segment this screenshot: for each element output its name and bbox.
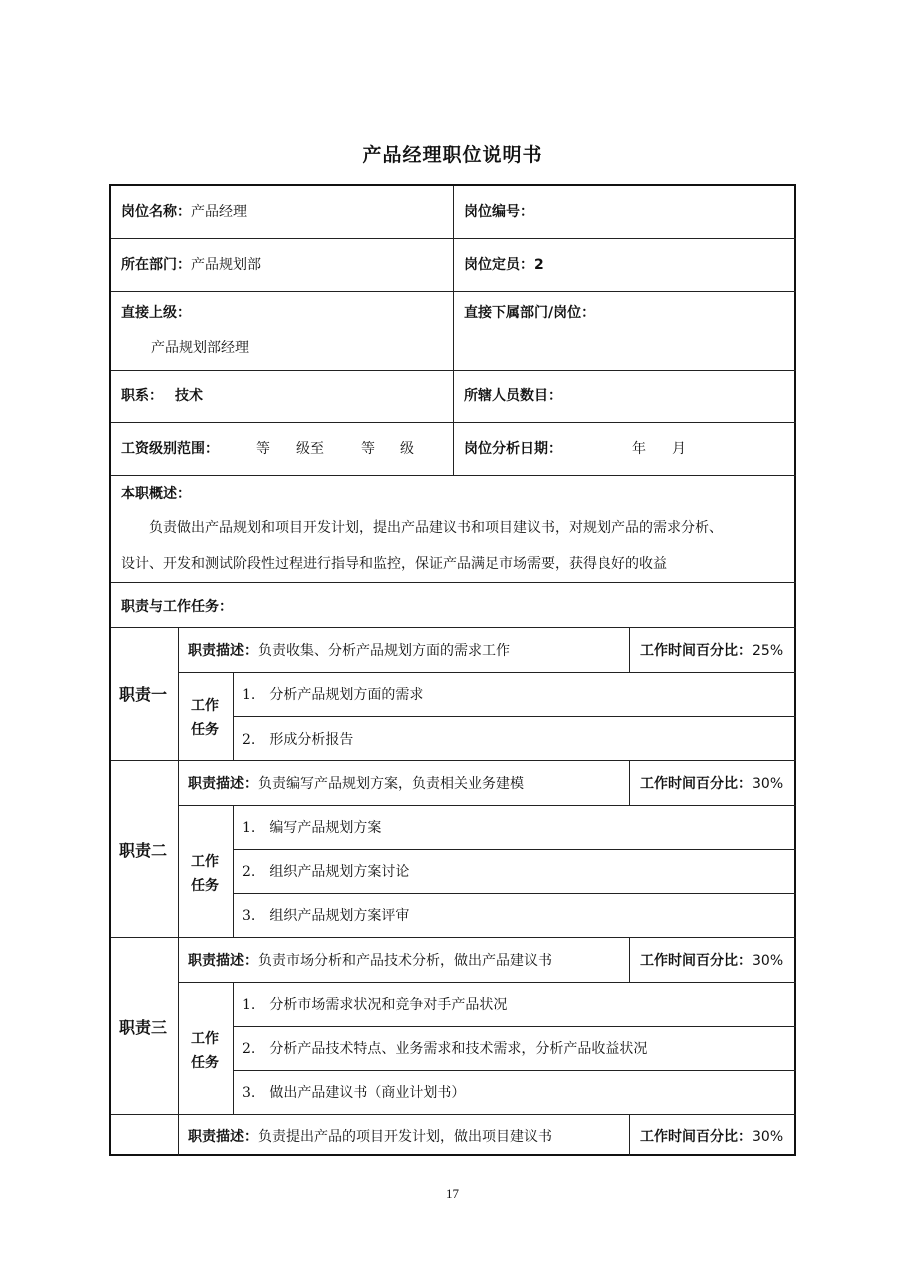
analysis-date-month: 月 bbox=[672, 441, 686, 457]
salary-range-part1: 等 bbox=[256, 441, 270, 457]
time-percentage-label: 工作时间百分比： bbox=[640, 953, 752, 969]
task-item bbox=[242, 996, 507, 1014]
task-item bbox=[242, 819, 381, 837]
row-divider bbox=[234, 1026, 796, 1027]
task-label: 任务 bbox=[191, 722, 219, 738]
task-number: 3. bbox=[242, 1085, 256, 1101]
time-column-divider bbox=[629, 1115, 630, 1156]
time-percentage-label: 工作时间百分比： bbox=[640, 776, 752, 792]
job-family-cell bbox=[121, 387, 203, 405]
superior-cell bbox=[121, 304, 191, 322]
task-label-divider bbox=[233, 982, 234, 1114]
subordinate-cell bbox=[464, 304, 595, 322]
task-label: 任务 bbox=[191, 1055, 219, 1071]
task-text: 组织产品规划方案评审 bbox=[269, 908, 410, 924]
duties-label: 职责与工作任务： bbox=[121, 599, 233, 615]
task-text: 形成分析报告 bbox=[269, 732, 354, 748]
task-number: 2. bbox=[242, 732, 256, 748]
task-number: 2. bbox=[242, 1041, 256, 1057]
task-text: 编写产品规划方案 bbox=[269, 820, 382, 836]
time-column-divider bbox=[629, 628, 630, 672]
analysis-date-label: 岗位分析日期： bbox=[464, 441, 562, 457]
position-name-label: 岗位名称： bbox=[121, 204, 191, 220]
staff-count-label: 所辖人员数目： bbox=[464, 388, 562, 404]
row-divider bbox=[111, 1114, 796, 1115]
time-percentage-value: 30% bbox=[752, 1129, 784, 1145]
salary-range-cell bbox=[121, 440, 219, 458]
row-divider bbox=[111, 760, 796, 761]
row-divider bbox=[111, 627, 796, 628]
position-name-cell bbox=[121, 203, 247, 221]
salary-range-part3: 等 bbox=[361, 441, 375, 457]
time-percentage bbox=[640, 1128, 783, 1146]
duty-name: 职责二 bbox=[119, 841, 168, 860]
position-code-label: 岗位编号： bbox=[464, 204, 534, 220]
column-divider bbox=[453, 186, 454, 476]
duty-description-label: 职责描述： bbox=[188, 643, 258, 659]
position-name-value: 产品经理 bbox=[191, 204, 247, 220]
task-label: 工作 bbox=[191, 1031, 219, 1047]
duty-description bbox=[188, 952, 552, 970]
task-number: 1. bbox=[242, 820, 256, 836]
summary-line-2: 设计、开发和测试阶段性过程进行指导和监控，保证产品满足市场需要，获得良好的收益 bbox=[121, 556, 667, 572]
superior-value: 产品规划部经理 bbox=[151, 340, 249, 356]
task-item bbox=[242, 731, 353, 749]
time-column-divider bbox=[629, 938, 630, 982]
task-text: 分析市场需求状况和竞争对手产品状况 bbox=[269, 997, 508, 1013]
task-text: 做出产品建议书（商业计划书） bbox=[269, 1085, 466, 1101]
salary-range-label: 工资级别范围： bbox=[121, 441, 219, 457]
time-percentage-label: 工作时间百分比： bbox=[640, 1129, 752, 1145]
task-text: 分析产品规划方面的需求 bbox=[269, 687, 424, 703]
position-code-cell bbox=[464, 203, 534, 221]
page-number: 17 bbox=[446, 1186, 459, 1201]
row-divider bbox=[111, 937, 796, 938]
task-label: 工作 bbox=[191, 854, 219, 870]
task-item bbox=[242, 907, 409, 925]
page-title: 产品经理职位说明书 bbox=[362, 144, 543, 166]
row-divider bbox=[234, 893, 796, 894]
task-number: 1. bbox=[242, 997, 256, 1013]
time-percentage-value: 25% bbox=[752, 643, 784, 659]
task-item bbox=[242, 1040, 647, 1058]
task-number: 3. bbox=[242, 908, 256, 924]
row-divider bbox=[234, 716, 796, 717]
duty-description bbox=[188, 642, 510, 660]
row-divider bbox=[234, 849, 796, 850]
task-label: 任务 bbox=[191, 878, 219, 894]
task-label: 工作 bbox=[191, 698, 219, 714]
analysis-date-cell bbox=[464, 440, 562, 458]
duty-description bbox=[188, 775, 524, 793]
department-label: 所在部门： bbox=[121, 257, 191, 273]
time-percentage-value: 30% bbox=[752, 953, 784, 969]
duty-name: 职责一 bbox=[119, 685, 168, 704]
time-percentage bbox=[640, 642, 783, 660]
superior-label: 直接上级： bbox=[121, 305, 191, 321]
salary-range-part2: 级至 bbox=[296, 441, 324, 457]
department-value: 产品规划部 bbox=[191, 257, 261, 273]
duty-description-label: 职责描述： bbox=[188, 776, 258, 792]
analysis-date-year: 年 bbox=[632, 441, 646, 457]
summary-line-1: 负责做出产品规划和项目开发计划，提出产品建议书和项目建议书，对规划产品的需求分析、 bbox=[149, 520, 723, 536]
task-text: 分析产品技术特点、业务需求和技术需求，分析产品收益状况 bbox=[269, 1041, 648, 1057]
summary-label: 本职概述： bbox=[121, 486, 191, 502]
subordinate-label: 直接下属部门/岗位： bbox=[464, 305, 596, 321]
headcount-label: 岗位定员：2 bbox=[464, 257, 544, 273]
time-percentage-label: 工作时间百分比： bbox=[640, 643, 752, 659]
row-divider bbox=[111, 582, 796, 583]
task-text: 组织产品规划方案讨论 bbox=[269, 864, 410, 880]
row-divider bbox=[234, 1070, 796, 1071]
task-label-divider bbox=[233, 805, 234, 937]
task-item bbox=[242, 686, 423, 704]
time-percentage bbox=[640, 952, 783, 970]
row-divider bbox=[179, 672, 796, 673]
job-family-value: 技术 bbox=[175, 388, 203, 404]
time-percentage bbox=[640, 775, 783, 793]
duty-description-label: 职责描述： bbox=[188, 953, 258, 969]
duty-description bbox=[188, 1128, 552, 1146]
time-percentage-value: 30% bbox=[752, 776, 784, 792]
duty-name: 职责三 bbox=[119, 1018, 168, 1037]
duty-description-text: 负责市场分析和产品技术分析，做出产品建议书 bbox=[258, 953, 552, 969]
job-description-table bbox=[109, 184, 796, 1156]
row-divider bbox=[179, 982, 796, 983]
salary-range-part4: 级 bbox=[400, 441, 414, 457]
task-item bbox=[242, 1084, 465, 1102]
duty-description-text: 负责编写产品规划方案，负责相关业务建模 bbox=[258, 776, 524, 792]
task-item bbox=[242, 863, 409, 881]
task-number: 2. bbox=[242, 864, 256, 880]
duty-description-text: 负责收集、分析产品规划方面的需求工作 bbox=[258, 643, 510, 659]
headcount-cell bbox=[464, 256, 544, 274]
duty-description-label: 职责描述： bbox=[188, 1129, 258, 1145]
duty-description-text: 负责提出产品的项目开发计划，做出项目建议书 bbox=[258, 1129, 552, 1145]
time-column-divider bbox=[629, 761, 630, 805]
duty-name-column-divider bbox=[178, 628, 179, 1156]
task-number: 1. bbox=[242, 687, 256, 703]
job-family-label: 职系： bbox=[121, 388, 163, 404]
row-divider bbox=[179, 805, 796, 806]
department-cell bbox=[121, 256, 261, 274]
staff-count-cell bbox=[464, 387, 562, 405]
